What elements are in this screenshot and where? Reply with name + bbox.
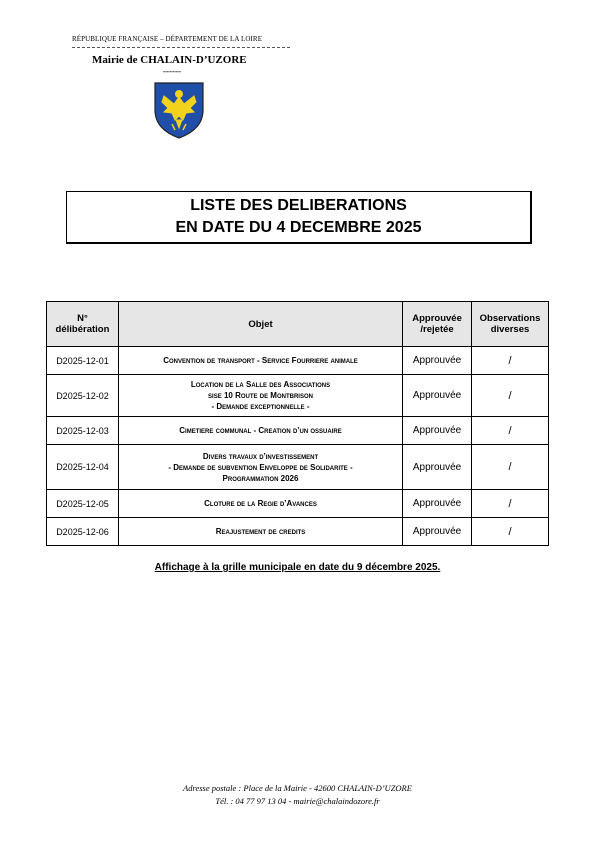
row-observation: / [472,490,549,518]
title-line-2: EN DATE DU 4 DECEMBRE 2025 [175,219,422,236]
row-observation: / [472,347,549,375]
header-status: Approuvée /rejetée [403,302,472,347]
header-num: N° délibération [47,302,119,347]
row-status: Approuvée [403,445,472,490]
affichage-note: Affichage à la grille municipale en date du 9 décembre 2025. [154,562,441,573]
row-observation: / [472,518,549,546]
table-row [47,445,549,490]
row-status: Approuvée [403,490,472,518]
row-objet [118,490,402,518]
row-status: Approuvée [403,375,472,417]
objet-line: sise 10 Route de Montbrison [208,391,313,400]
row-observation: / [472,445,549,490]
header-objet: Objet [118,302,402,347]
objet-line: Cloture de la Regie d’Avances [204,499,317,508]
row-objet [118,445,402,490]
objet-line: Programmation 2026 [222,473,299,483]
coat-of-arms-icon [152,80,206,140]
objet-line: Reajustement de credits [215,527,306,536]
row-number: D2025-12-02 [47,375,119,417]
mairie-name: Mairie de CHALAIN-D’UZORE [92,54,247,66]
row-objet [118,417,402,445]
row-number: D2025-12-01 [47,347,119,375]
table-row [47,417,549,445]
table-row [47,375,549,417]
table-row [47,347,549,375]
row-number: D2025-12-03 [47,417,119,445]
objet-line: Location de la Salle des Associations [190,380,331,389]
row-observation: / [472,417,549,445]
footer [0,782,595,808]
objet-line: Convention de transport - Service Fourriere animale [163,356,358,365]
title-line-1: LISTE DES DELIBERATIONS [190,197,407,214]
row-status: Approuvée [403,518,472,546]
table-row [47,518,549,546]
row-objet [118,518,402,546]
header-republique: RÉPUBLIQUE FRANÇAISE – DÉPARTEMENT DE LA LOIRE [72,35,263,43]
table-header-row [47,302,549,347]
row-objet [118,375,402,417]
row-number: D2025-12-06 [47,518,119,546]
deliberations-table [46,301,549,546]
footer-address: Adresse postale : Place de la Mairie - 42600 CHALAIN-D’UZORE [183,783,412,793]
objet-line: - Demande exceptionnelle - [211,402,310,411]
row-status: Approuvée [403,417,472,445]
mairie-dashes: ------ [163,66,181,76]
objet-line: - Demande de subvention Enveloppe de Solidarite - [168,462,353,472]
header-obs: Observations diverses [472,302,549,347]
footer-contact: Tél. : 04 77 97 13 04 - mairie@chalaindozore.fr [215,796,380,806]
objet-line: Cimetiere communal - Creation d’un ossuaire [179,426,342,435]
objet-line: Divers travaux d’investissement [202,451,319,461]
row-number: D2025-12-05 [47,490,119,518]
row-status: Approuvée [403,347,472,375]
row-number: D2025-12-04 [47,445,119,490]
title-box [66,191,532,244]
header-divider [72,47,290,48]
table-row [47,490,549,518]
row-objet [118,347,402,375]
row-observation: / [472,375,549,417]
